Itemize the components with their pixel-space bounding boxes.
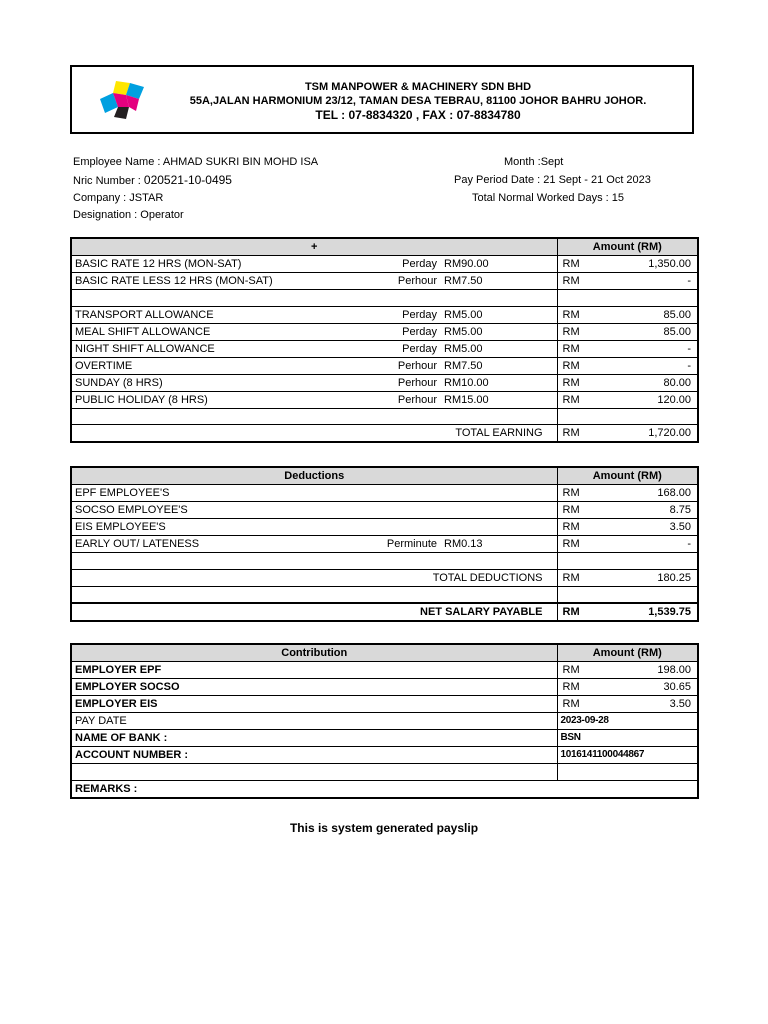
company-address: 55A,JALAN HARMONIUM 23/12, TAMAN DESA TEBRAU, 81100 JOHOR BAHRU JOHOR. xyxy=(189,95,647,107)
pay-month: Month :Sept xyxy=(504,156,564,168)
employee-name: Employee Name : AHMAD SUKRI BIN MOHD ISA xyxy=(73,156,319,168)
net-salary-label: NET SALARY PAYABLE xyxy=(71,603,557,621)
employee-designation: Designation : Operator xyxy=(73,209,184,221)
company-contact: TEL : 07-8834320 , FAX : 07-8834780 xyxy=(315,108,521,122)
earnings-amount-header: Amount (RM) xyxy=(557,238,698,256)
total-earning-row: TOTAL EARNING RM 1,720.00 xyxy=(71,425,698,443)
company-fax: 07-8834780 xyxy=(456,108,521,122)
contribution-row: EMPLOYER SOCSO RM 30.65 xyxy=(71,679,698,696)
company-header xyxy=(70,65,694,134)
bank-value: BSN xyxy=(557,730,698,747)
pay-period: Pay Period Date : 21 Sept - 21 Oct 2023 xyxy=(454,174,651,186)
deduction-row: EARLY OUT/ LATENESS Perminute RM0.13 RM - xyxy=(71,536,698,553)
earnings-header: + xyxy=(71,238,557,256)
deduction-spacer-row xyxy=(71,586,698,603)
remarks-row xyxy=(71,780,698,798)
bank-label: NAME OF BANK : xyxy=(71,730,557,747)
remarks-label: REMARKS : xyxy=(71,780,698,798)
contribution-spacer-row xyxy=(71,764,698,781)
deduction-row: EPF EMPLOYEE'S RM 168.00 xyxy=(71,485,698,502)
contribution-row: EMPLOYER EPF RM 198.00 xyxy=(71,662,698,679)
worked-days: Total Normal Worked Days : 15 xyxy=(472,192,625,204)
pay-date-value: 2023-09-28 xyxy=(557,713,698,730)
bank-row xyxy=(71,730,698,747)
earnings-row xyxy=(71,408,698,425)
company-logo xyxy=(96,77,148,123)
total-deductions-value: 180.25 xyxy=(597,569,698,586)
contribution-table xyxy=(70,643,699,799)
earnings-row: BASIC RATE 12 HRS (MON-SAT) Perday RM90.00 RM 1,350.00 xyxy=(71,256,698,273)
employee-company: Company : JSTAR xyxy=(73,192,164,204)
earnings-row xyxy=(71,290,698,307)
deductions-amount-header: Amount (RM) xyxy=(557,467,698,485)
earnings-row: BASIC RATE LESS 12 HRS (MON-SAT) Perhour RM7.50 RM - xyxy=(71,273,698,290)
pay-date-row xyxy=(71,713,698,730)
total-deductions-label: TOTAL DEDUCTIONS xyxy=(71,569,557,586)
deductions-table xyxy=(70,466,699,622)
net-salary-value: 1,539.75 xyxy=(597,603,698,621)
earnings-table xyxy=(70,237,699,443)
company-tel: 07-8834320 xyxy=(348,108,413,122)
total-deductions-row: TOTAL DEDUCTIONS RM 180.25 xyxy=(71,569,698,586)
deduction-row: EIS EMPLOYEE'S RM 3.50 xyxy=(71,519,698,536)
total-earning-label: TOTAL EARNING xyxy=(71,425,557,443)
earnings-row: NIGHT SHIFT ALLOWANCE Perday RM5.00 RM - xyxy=(71,340,698,357)
deduction-row: SOCSO EMPLOYEE'S RM 8.75 xyxy=(71,502,698,519)
earnings-row: PUBLIC HOLIDAY (8 HRS) Perhour RM15.00 RM 120.00 xyxy=(71,391,698,408)
net-salary-row: NET SALARY PAYABLE RM 1,539.75 xyxy=(71,603,698,621)
deductions-header: Deductions xyxy=(71,467,557,485)
company-name: TSM MANPOWER & MACHINERY SDN BHD xyxy=(304,81,532,93)
system-generated-note: This is system generated payslip xyxy=(289,821,479,835)
contribution-header: Contribution xyxy=(71,644,557,662)
account-label: ACCOUNT NUMBER : xyxy=(71,747,557,764)
earnings-row: OVERTIME Perhour RM7.50 RM - xyxy=(71,357,698,374)
account-row xyxy=(71,747,698,764)
earnings-row: TRANSPORT ALLOWANCE Perday RM5.00 RM 85.00 xyxy=(71,306,698,323)
deduction-row xyxy=(71,553,698,570)
contribution-amount-header: Amount (RM) xyxy=(557,644,698,662)
earnings-row: SUNDAY (8 HRS) Perhour RM10.00 RM 80.00 xyxy=(71,374,698,391)
pay-date-label: PAY DATE xyxy=(71,713,557,730)
total-earning-value: 1,720.00 xyxy=(597,425,698,443)
employee-nric: Nric Number : 020521-10-0495 xyxy=(73,173,232,187)
account-value: 1016141100044867 xyxy=(557,747,698,764)
earnings-row: MEAL SHIFT ALLOWANCE Perday RM5.00 RM 85.00 xyxy=(71,323,698,340)
contribution-row: EMPLOYER EIS RM 3.50 xyxy=(71,696,698,713)
